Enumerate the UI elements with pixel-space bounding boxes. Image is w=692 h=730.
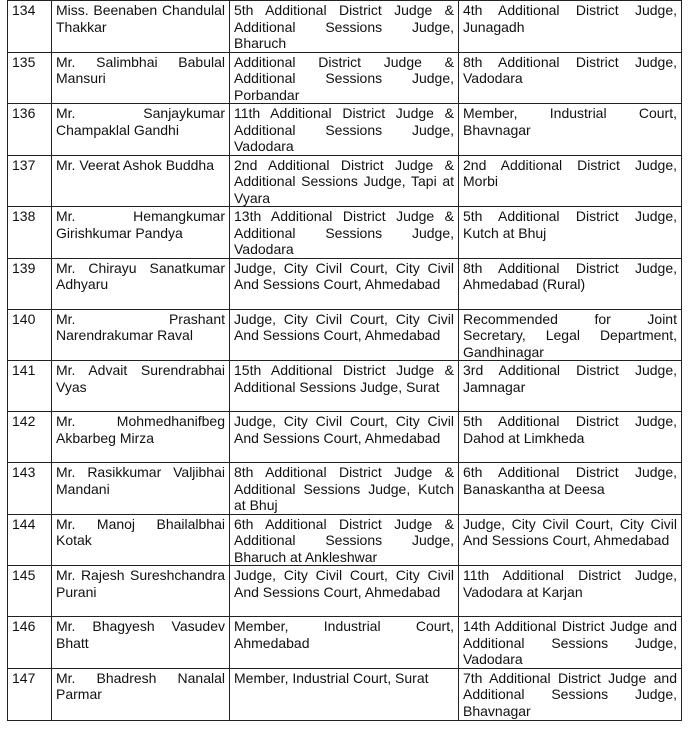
- table-row: [8, 361, 682, 412]
- serial-number: 143: [8, 463, 52, 515]
- current-posting: 15th Additional District Judge & Additional Sessions Judge, Surat: [230, 361, 459, 412]
- new-posting: Member, Industrial Court, Bhavnagar: [459, 104, 682, 156]
- current-posting: Judge, City Civil Court, City Civil And Sessions Court, Ahmedabad: [230, 566, 459, 617]
- officer-name: Mr. Hemangkumar Girishkumar Pandya: [52, 207, 230, 259]
- table-row: [8, 309, 682, 361]
- table-row: [8, 617, 682, 669]
- officer-name: Miss. Beenaben Chandulal Thakkar: [52, 1, 230, 53]
- officer-name: Mr. Bhagyesh Vasudev Bhatt: [52, 617, 230, 669]
- serial-number: 140: [8, 309, 52, 361]
- officer-name: Mr. Rasikkumar Valjibhai Mandani: [52, 463, 230, 515]
- new-posting: 7th Additional District Judge and Additional Sessions Judge, Bhavnagar: [459, 668, 682, 720]
- serial-number: 136: [8, 104, 52, 156]
- new-posting: 8th Additional District Judge, Vadodara: [459, 52, 682, 104]
- new-posting: Recommended for Joint Secretary, Legal Department, Gandhinagar: [459, 309, 682, 361]
- table-row: [8, 514, 682, 566]
- new-posting: 4th Additional District Judge, Junagadh: [459, 1, 682, 53]
- officer-name: Mr. Veerat Ashok Buddha: [52, 155, 230, 207]
- serial-number: 142: [8, 412, 52, 463]
- current-posting: 5th Additional District Judge & Additional Sessions Judge, Bharuch: [230, 1, 459, 53]
- current-posting: 11th Additional District Judge & Additional Sessions Judge, Vadodara: [230, 104, 459, 156]
- serial-number: 137: [8, 155, 52, 207]
- current-posting: 2nd Additional District Judge & Additional Sessions Judge, Tapi at Vyara: [230, 155, 459, 207]
- officer-name: Mr. Sanjaykumar Champaklal Gandhi: [52, 104, 230, 156]
- table-row: [8, 1, 682, 53]
- current-posting: Judge, City Civil Court, City Civil And Sessions Court, Ahmedabad: [230, 412, 459, 463]
- officer-name: Mr. Manoj Bhailalbhai Kotak: [52, 514, 230, 566]
- transfer-table: [7, 0, 682, 721]
- new-posting: 3rd Additional District Judge, Jamnagar: [459, 361, 682, 412]
- new-posting: 14th Additional District Judge and Additional Sessions Judge, Vadodara: [459, 617, 682, 669]
- current-posting: Judge, City Civil Court, City Civil And Sessions Court, Ahmedabad: [230, 309, 459, 361]
- current-posting: 8th Additional District Judge & Additional Sessions Judge, Kutch at Bhuj: [230, 463, 459, 515]
- current-posting: Member, Industrial Court, Ahmedabad: [230, 617, 459, 669]
- officer-name: Mr. Rajesh Sureshchandra Purani: [52, 566, 230, 617]
- new-posting: 6th Additional District Judge, Banaskantha at Deesa: [459, 463, 682, 515]
- serial-number: 145: [8, 566, 52, 617]
- current-posting: Additional District Judge & Additional Sessions Judge, Porbandar: [230, 52, 459, 104]
- officer-name: Mr. Chirayu Sanatkumar Adhyaru: [52, 258, 230, 309]
- new-posting: Judge, City Civil Court, City Civil And Sessions Court, Ahmedabad: [459, 514, 682, 566]
- table-row: [8, 668, 682, 720]
- serial-number: 135: [8, 52, 52, 104]
- serial-number: 144: [8, 514, 52, 566]
- new-posting: 11th Additional District Judge, Vadodara at Karjan: [459, 566, 682, 617]
- transfer-table-body: [8, 1, 682, 721]
- serial-number: 141: [8, 361, 52, 412]
- new-posting: 2nd Additional District Judge, Morbi: [459, 155, 682, 207]
- table-row: [8, 104, 682, 156]
- officer-name: Mr. Bhadresh Nanalal Parmar: [52, 668, 230, 720]
- officer-name: Mr. Mohmedhanifbeg Akbarbeg Mirza: [52, 412, 230, 463]
- serial-number: 139: [8, 258, 52, 309]
- serial-number: 146: [8, 617, 52, 669]
- officer-name: Mr. Prashant Narendrakumar Raval: [52, 309, 230, 361]
- new-posting: 5th Additional District Judge, Kutch at Bhuj: [459, 207, 682, 259]
- serial-number: 138: [8, 207, 52, 259]
- table-row: [8, 258, 682, 309]
- officer-name: Mr. Advait Surendrabhai Vyas: [52, 361, 230, 412]
- table-row: [8, 207, 682, 259]
- serial-number: 134: [8, 1, 52, 53]
- new-posting: 8th Additional District Judge, Ahmedabad (Rural): [459, 258, 682, 309]
- table-row: [8, 155, 682, 207]
- serial-number: 147: [8, 668, 52, 720]
- new-posting: 5th Additional District Judge, Dahod at Limkheda: [459, 412, 682, 463]
- current-posting: Member, Industrial Court, Surat: [230, 668, 459, 720]
- current-posting: Judge, City Civil Court, City Civil And Sessions Court, Ahmedabad: [230, 258, 459, 309]
- table-row: [8, 412, 682, 463]
- officer-name: Mr. Salimbhai Babulal Mansuri: [52, 52, 230, 104]
- current-posting: 13th Additional District Judge & Additional Sessions Judge, Vadodara: [230, 207, 459, 259]
- table-row: [8, 566, 682, 617]
- current-posting: 6th Additional District Judge & Additional Sessions Judge, Bharuch at Ankleshwar: [230, 514, 459, 566]
- table-row: [8, 463, 682, 515]
- table-row: [8, 52, 682, 104]
